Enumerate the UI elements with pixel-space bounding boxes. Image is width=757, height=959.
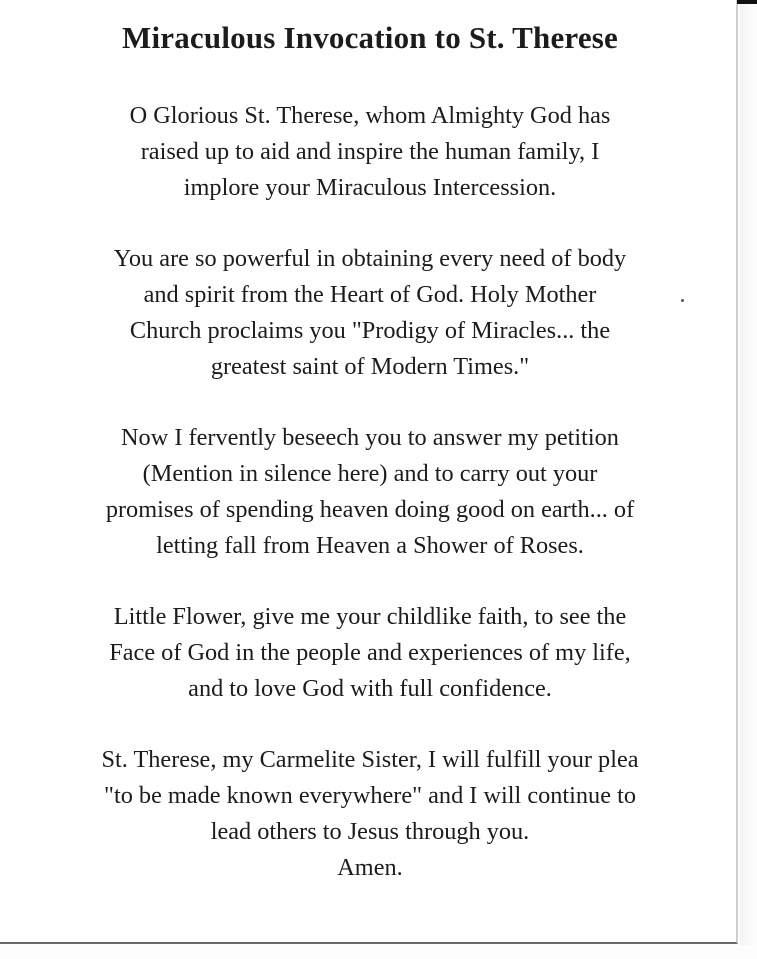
text-line: O Glorious St. Therese, whom Almighty God has (129, 102, 611, 129)
text-line: and spirit from the Heart of God. Holy Mother (143, 280, 597, 308)
text-line: and to love God with full confidence. (188, 674, 552, 702)
text-line: (Mention in silence here) and to carry out your (142, 459, 598, 487)
text-line: Church proclaims you "Prodigy of Miracles... the (129, 316, 611, 344)
text-line: promises of spending heaven doing good on earth... of (105, 495, 635, 523)
paragraph-closing (30, 742, 710, 885)
scan-speck (681, 299, 684, 302)
text-line: letting fall from Heaven a Shower of Roses. (156, 531, 584, 559)
text-line: Now I fervently beseech you to answer my petition (121, 424, 619, 452)
text-line: You are so powerful in obtaining every need of body (113, 245, 627, 273)
paragraph-powerful (30, 241, 710, 384)
prayer-body (30, 98, 710, 921)
text-line: St. Therese, my Carmelite Sister, I will fulfill your plea (101, 746, 639, 774)
text-line: Face of God in the people and experiences of my life, (109, 638, 631, 666)
scan-edge (740, 4, 757, 945)
text-line: implore your Miraculous Intercession. (183, 173, 557, 201)
text-line: "to be made known everywhere" and I will continue to (104, 782, 636, 810)
text-line: Little Flower, give me your childlike faith, to see the (113, 603, 627, 631)
text-line: raised up to aid and inspire the human family, I (140, 137, 600, 165)
text-line: greatest saint of Modern Times." (210, 352, 530, 380)
prayer-title: Miraculous Invocation to St. Therese (121, 20, 619, 55)
paragraph-opening (30, 98, 710, 205)
text-line: lead others to Jesus through you. (210, 817, 530, 845)
amen-line: Amen. (337, 853, 403, 881)
paragraph-petition (30, 420, 710, 563)
paragraph-little-flower (30, 599, 710, 706)
scan-corner-mark (737, 0, 757, 4)
